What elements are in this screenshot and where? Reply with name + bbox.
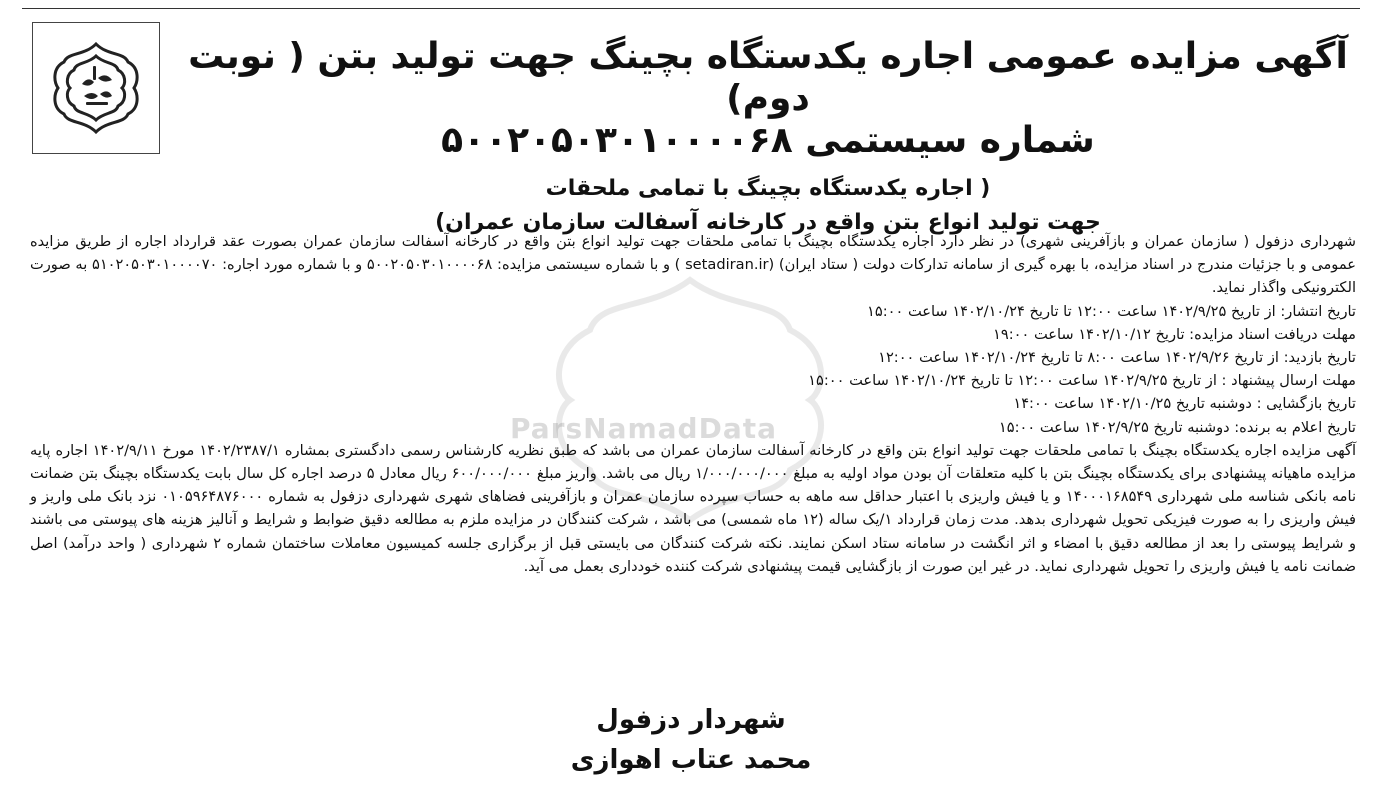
date-visit: تاریخ بازدید: از تاریخ ۱۴۰۲/۹/۲۶ ساعت ۸:۰۰ تا تاریخ ۱۴۰۲/۱۰/۲۴ ساعت ۱۲:۰۰ xyxy=(878,349,1356,367)
date-opening: تاریخ بازگشایی : دوشنبه تاریخ ۱۴۰۲/۱۰/۲۵ ساعت ۱۴:۰۰ xyxy=(1013,395,1356,413)
date-publish: تاریخ انتشار: از تاریخ ۱۴۰۲/۹/۲۵ ساعت ۱۲:۰۰ تا تاریخ ۱۴۰۲/۱۰/۲۴ ساعت ۱۵:۰۰ xyxy=(867,302,1356,320)
municipality-logo xyxy=(32,22,160,154)
dates-list xyxy=(30,300,1356,439)
signature-block xyxy=(0,700,1382,780)
mayor-name: محمد عتاب اهوازی xyxy=(570,745,812,775)
notice-body xyxy=(30,230,1356,578)
date-documents-deadline: مهلت دریافت اسناد مزایده: تاریخ ۱۴۰۲/۱۰/۱۲ ساعت ۱۹:۰۰ xyxy=(993,325,1356,343)
watermark-text: ParsNamadData xyxy=(510,412,777,445)
date-winner-announcement: تاریخ اعلام به برنده: دوشنبه تاریخ ۱۴۰۲/۹/۲۵ ساعت ۱۵:۰۰ xyxy=(998,418,1356,436)
intro-paragraph: شهرداری دزفول ( سازمان عمران و بازآفرینی شهری) در نظر دارد اجاره یکدستگاه بچینگ با تمامی ملحقات جهت تولید انواع بتن واقع در کارخانه آسفالت سازمان عمران بصورت عقد قرارداد اجاره از طریق مزایده عمومی و با جزئیات مندرج در اسناد مزایده، با بهره گیری از سامانه تدارکات دولت ( ستاد ایران) (setadiran.ir ) و با شماره سیستمی مزایده: ۵۰۰۲۰۵۰۳۰۱۰۰۰۰۶۸ و با شماره مورد اجاره: ۵۱۰۲۰۵۰۳۰۱۰۰۰۰۷۰ به صورت الکترونیکی واگذار نماید. xyxy=(30,233,1356,297)
mayor-title: شهردار دزفول xyxy=(596,705,786,735)
top-border xyxy=(22,8,1360,9)
details-paragraph: آگهی مزایده اجاره یکدستگاه بچینگ با تمامی ملحقات جهت تولید انواع بتن واقع در کارخانه آسفالت سازمان عمران می باشد که طبق نظریه کارشناس رسمی دادگستری بمشاره ۱۴۰۲/۲۳۸۷/۱ مورخ ۱۴۰۲/۹/۱۱ اجاره پایه مزایده ماهیانه پیشنهادی برای یکدستگاه بچینگ بتن با کلیه متعلقات آن بودن مواد اولیه به مبلغ ۱/۰۰۰/۰۰۰/۰۰۰ ریال می باشد. واریز مبلغ ۶۰۰/۰۰۰/۰۰۰ ریال معادل ۵ درصد اجاره کل سال بابت یکدستگاه بچینگ بتن ضمانت نامه بانکی شناسه ملی شهرداری ۱۴۰۰۰۱۶۸۵۴۹ و یا فیش واریزی با اعتبار حداقل سه ماهه به حساب سپرده سازمان عمران و بازآفرینی فضاهای شهری شهرداری دزفول به شماره ۰۱۰۵۹۶۴۸۷۶۰۰۰ نزد بانک ملی واریز و فیش واریزی را به صورت فیزیکی تحویل شهرداری بدهد. مدت زمان قرارداد ۱/یک ساله (۱۲ ماه شمسی) می باشد ، شرکت کنندگان در مزایده ملزم به مطالعه دقیق ضوابط و شرایط و آنالیز هزینه های پیوستی می باشند و شرایط پیوستی را بعد از مطالعه دقیق با امضاء و اثر انگشت در سامانه ستاد اسکن نمایند. نکته شرکت کنندگان می بایستی قبل از برگزاری جلسه کمیسیون معاملات ساختمان شماره ۲ شهرداری ( واحد درآمد) اصل ضمانت نامه یا فیش واریزی را تحویل شهرداری نماید. در غیر این صورت از بازگشایی قیمت پیشنهادی شرکت کننده خودداری بعمل می آید. xyxy=(30,441,1357,575)
system-number-title: شماره سیستمی ۵۰۰۲۰۵۰۳۰۱۰۰۰۰۶۸ xyxy=(441,120,1095,161)
header xyxy=(180,36,1356,240)
date-submission: مهلت ارسال پیشنهاد : از تاریخ ۱۴۰۲/۹/۲۵ ساعت ۱۲:۰۰ تا تاریخ ۱۴۰۲/۱۰/۲۴ ساعت ۱۵:۰۰ xyxy=(808,372,1356,390)
dezful-municipality-logo-icon xyxy=(46,38,146,138)
subtitle-line1: ( اجاره یکدستگاه بچینگ با تمامی ملحقات xyxy=(545,176,991,201)
subtitle-line2: جهت تولید انواع بتن واقع در کارخانه آسفالت سازمان عمران) xyxy=(435,210,1101,235)
page-title: آگهی مزایده عمومی اجاره یکدستگاه بچینگ جهت تولید بتن ( نوبت دوم) xyxy=(188,36,1348,119)
